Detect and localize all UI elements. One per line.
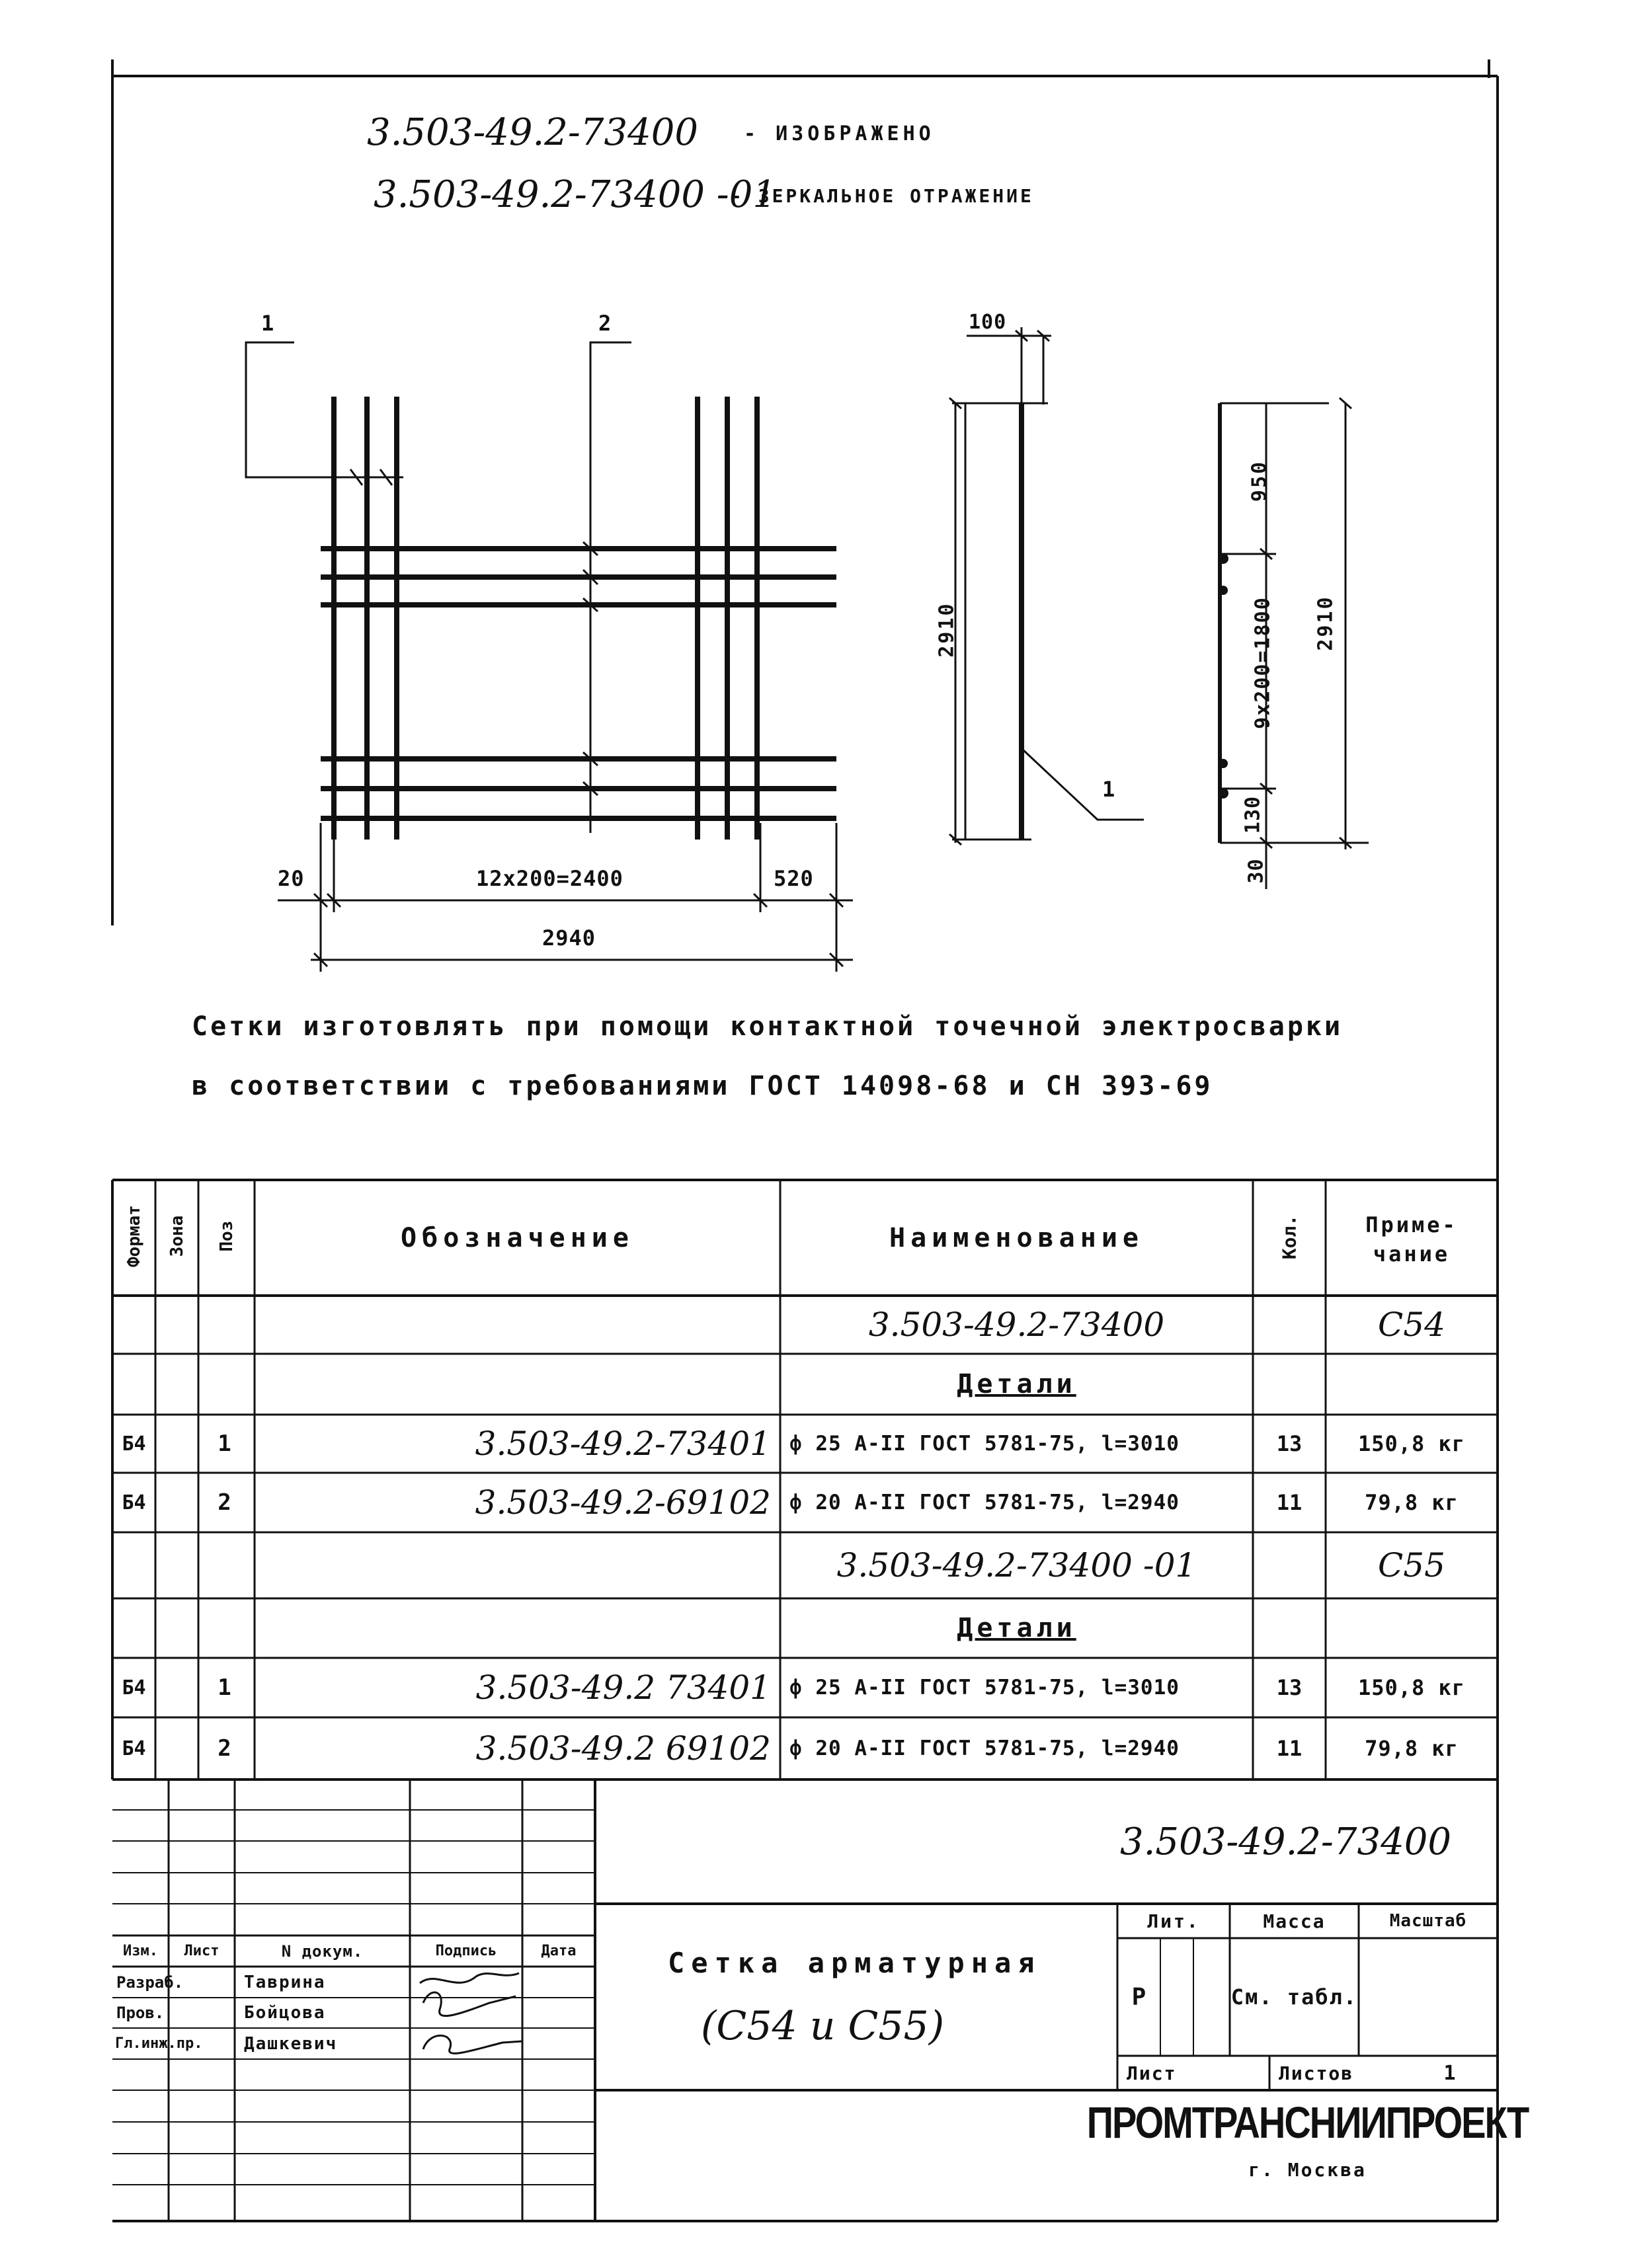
table-row-2-pos: 1 [218,1430,235,1457]
tb-role-0: Разраб. [116,1973,184,1992]
table-row-3-pos: 2 [218,1489,235,1516]
table-row-7-designation: 3.503-49.2 69102 [475,1729,771,1768]
dim-edge-left: 20 [278,866,305,891]
section-dim-bottom: 130 [1241,795,1265,834]
th-note: Приме- чание [1365,1212,1458,1267]
th-name: Наименование [889,1222,1144,1253]
table-row-2-note: 150,8 кг [1357,1431,1466,1456]
tb-org-city: г. Москва [1248,2158,1367,2181]
th-pos: Поз [217,1220,237,1252]
side-callout: 1 [1102,777,1119,802]
side-dim-top: 100 [969,311,1007,334]
th-format: Формат [124,1205,144,1267]
side-dim-length: 2910 [935,602,959,658]
table-row-6-format: Б4 [122,1676,146,1700]
table-row-2-designation: 3.503-49.2-73401 [475,1425,771,1463]
table-row-2-name: ф 25 А-II ГОСТ 5781-75, l=3010 [789,1432,1180,1456]
note-line-1: Сетки изготовлять при помощи контактной точечной электросварки [192,1011,1344,1042]
tb-col-docno: N докум. [281,1941,364,1961]
table-row-7-name: ф 20 А-II ГОСТ 5781-75, l=2940 [789,1737,1180,1760]
mesh-plan [321,397,836,840]
callout-1: 1 [261,311,278,336]
tb-col-signature: Подпись [435,1943,497,1959]
signatures [420,1973,522,2053]
table-row-0-name: 3.503-49.2-73400 [868,1306,1165,1344]
table-row-6-qty: 13 [1276,1675,1303,1700]
table-row-6-designation: 3.503-49.2 73401 [475,1668,771,1707]
tb-col-change: Изм. [123,1943,158,1959]
header-shown-note: - ИЗОБРАЖЕНО [744,122,935,145]
table-row-4-note: С55 [1378,1546,1445,1584]
header-mirror-note: - ЗЕРКАЛЬНОЕ ОТРАЖЕНИЕ [731,185,1034,207]
header-designation: 3.503-49.2-73400 [367,111,698,154]
table-row-4-name: 3.503-49.2-73400 -01 [836,1546,1197,1584]
section-dim-base: 30 [1244,858,1268,884]
tb-doc-number: 3.503-49.2-73400 [1120,1820,1451,1863]
mesh-section-view [1218,398,1369,889]
callout-2: 2 [598,311,616,336]
tb-sheets-label: Листов [1279,2062,1354,2084]
section-dim-top: 950 [1248,459,1271,502]
table-row-7-qty: 11 [1276,1736,1303,1761]
tb-col-date: Дата [541,1943,577,1959]
header-mirror-designation: 3.503-49.2-73400 -01 [374,173,776,216]
table-row-3-format: Б4 [122,1491,146,1514]
table-row-3-qty: 11 [1276,1490,1303,1515]
table-row-3-designation: 3.503-49.2-69102 [475,1483,771,1522]
table-row-5-name: Детали [957,1613,1076,1643]
tb-name-2: Дашкевич [244,2033,338,2054]
tb-org-name: ПРОМТРАНСНИИПРОЕКТ [1086,2097,1529,2147]
tb-title-line2: (С54 и С55) [701,2003,945,2049]
tb-col-sheet: Лист [184,1943,220,1959]
table-row-2-qty: 13 [1276,1431,1303,1456]
table-row-1-name: Детали [957,1369,1076,1399]
tb-mass-label: Масса [1263,1910,1326,1932]
th-qty: Кол. [1278,1214,1301,1260]
note-line-2: в соответствии с требованиями ГОСТ 14098-68 и СН 393-69 [192,1071,1213,1101]
table-row-6-pos: 1 [218,1674,235,1701]
tb-name-1: Бойцова [244,2003,326,2023]
tb-title-line1: Сетка арматурная [668,1947,1041,1979]
table-row-6-note: 150,8 кг [1357,1675,1466,1700]
tb-sheet-label: Лист [1127,2062,1177,2084]
section-dim-middle: 9x200=1800 [1251,596,1275,729]
mesh-side-view [949,327,1144,845]
table-row-0-note: С54 [1378,1306,1445,1344]
table-row-6-name: ф 25 А-II ГОСТ 5781-75, l=3010 [789,1676,1180,1700]
table-row-3-name: ф 20 А-II ГОСТ 5781-75, l=2940 [789,1491,1180,1514]
tb-role-2: Гл.инж.пр. [115,2035,203,2052]
dim-total: 2940 [542,925,596,951]
table-row-7-pos: 2 [218,1735,235,1762]
th-designation: Обозначение [401,1222,634,1253]
tb-lit-label: Лит. [1147,1910,1200,1932]
tb-mass-value: См. табл. [1230,1984,1358,2010]
tb-role-1: Пров. [116,2004,165,2022]
tb-lit-value: Р [1131,1983,1146,2011]
table-row-7-format: Б4 [122,1737,146,1760]
table-row-7-note: 79,8 кг [1365,1736,1459,1761]
dim-spacing: 12x200=2400 [476,866,623,891]
tb-sheets-value: 1 [1443,2061,1456,2085]
table-row-3-note: 79,8 кг [1365,1490,1459,1515]
dim-edge-right: 520 [774,866,814,891]
tb-scale-label: Масштаб [1389,1911,1467,1931]
tb-name-0: Таврина [244,1972,326,1992]
th-zone: Зона [167,1215,187,1257]
table-row-2-format: Б4 [122,1432,146,1456]
section-dim-total: 2910 [1314,595,1338,651]
